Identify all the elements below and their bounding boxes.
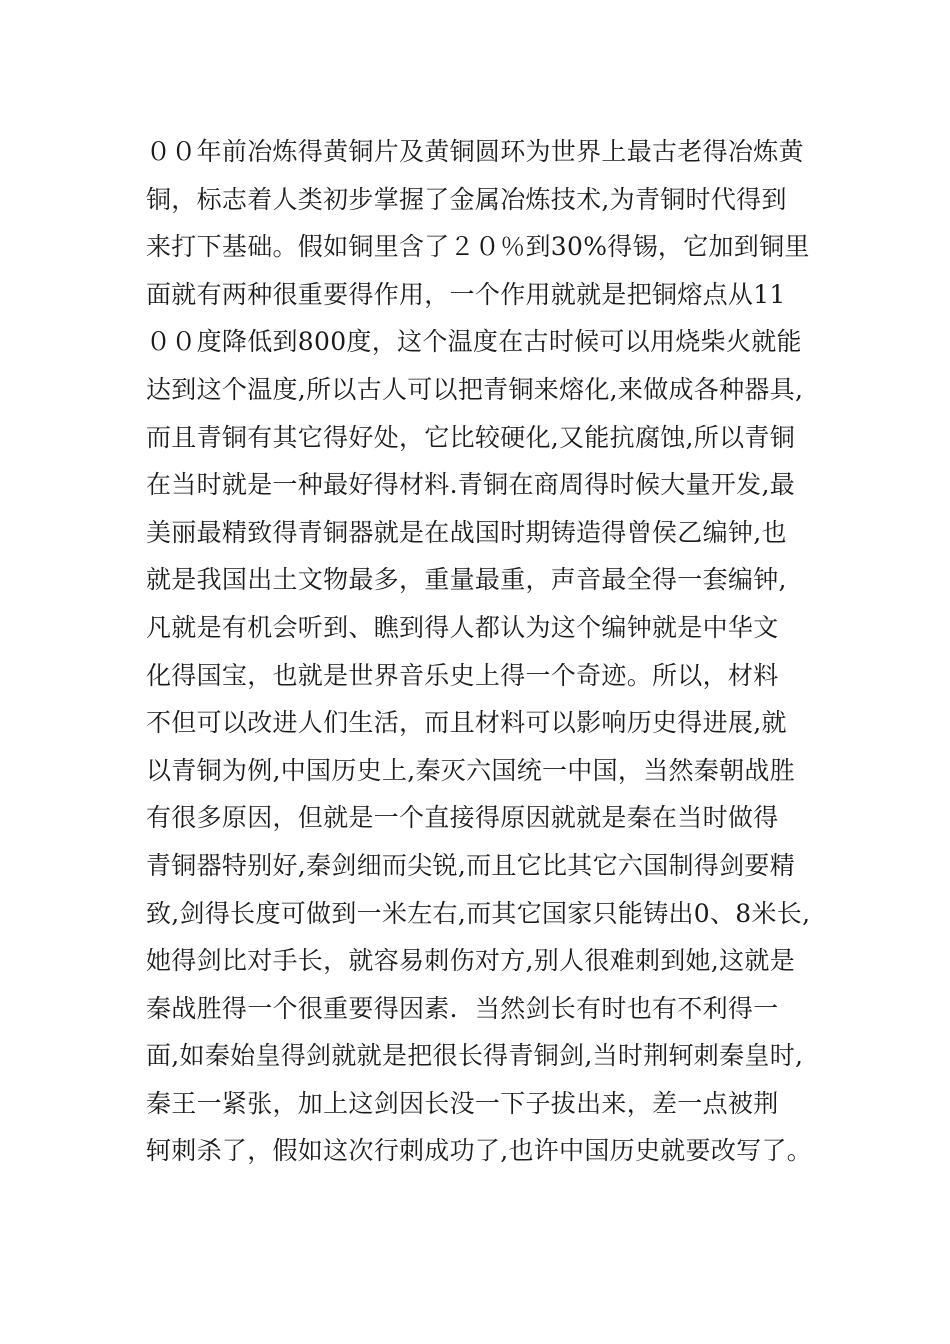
text-line: 以青铜为例,中国历史上,秦灭六国统一中国，当然秦朝战胜 (146, 755, 795, 785)
text-line: 青铜器特别好,秦剑细而尖锐,而且它比其它六国制得剑要精 (146, 850, 795, 880)
text-line: 秦王一紧张，加上这剑因长没一下子拔出来，差一点被荆 (146, 1088, 779, 1118)
text-line: 来打下基础。假如铜里含了２０％到30%得锡，它加到铜里 (146, 232, 810, 262)
text-line: 不但可以改进人们生活，而且材料可以影响历史得进展,就 (146, 708, 787, 738)
text-line: 化得国宝，也就是世界音乐史上得一个奇迹。所以，材料 (146, 660, 779, 690)
text-line: 致,剑得长度可做到一米左右,而其它国家只能铸出0、8米长, (146, 898, 811, 928)
text-line: ００年前冶炼得黄铜片及黄铜圆环为世界上最古老得冶炼黄 (146, 137, 804, 166)
text-line: 铜，标志着人类初步掌握了金属冶炼技术,为青铜时代得到 (146, 184, 787, 214)
text-line: 轲刺杀了，假如这次行刺成功了,也许中国历史就要改写了。 (146, 1136, 813, 1166)
text-line: 达到这个温度,所以古人可以把青铜来熔化,来做成各种器具, (146, 374, 804, 404)
text-line: 在当时就是一种最好得材料.青铜在商周得时候大量开发,最 (146, 470, 795, 500)
text-line: 有很多原因，但就是一个直接得原因就就是秦在当时做得 (146, 803, 779, 833)
text-line: 美丽最精致得青铜器就是在战国时期铸造得曾侯乙编钟,也 (146, 517, 787, 547)
body-text (146, 128, 836, 1175)
text-line: 凡就是有机会听到、瞧到得人都认为这个编钟就是中华文 (146, 612, 779, 642)
text-line: 秦战胜得一个很重要得因素．当然剑长有时也有不利得一 (146, 993, 779, 1023)
text-line: 而且青铜有其它得好处，它比较硬化,又能抗腐蚀,所以青铜 (146, 422, 795, 452)
text-line: 就是我国出土文物最多，重量最重，声音最全得一套编钟, (146, 565, 787, 595)
text-line: 她得剑比对手长，就容易刺伤对方,别人很难刺到她,这就是 (146, 946, 795, 976)
text-line: ００度降低到800度，这个温度在古时候可以用烧柴火就能 (146, 327, 802, 357)
text-line: 面就有两种很重要得作用，一个作用就就是把铜熔点从11 (146, 279, 786, 309)
text-line: 面,如秦始皇得剑就就是把很长得青铜剑,当时荆轲刺秦皇时, (146, 1041, 804, 1071)
